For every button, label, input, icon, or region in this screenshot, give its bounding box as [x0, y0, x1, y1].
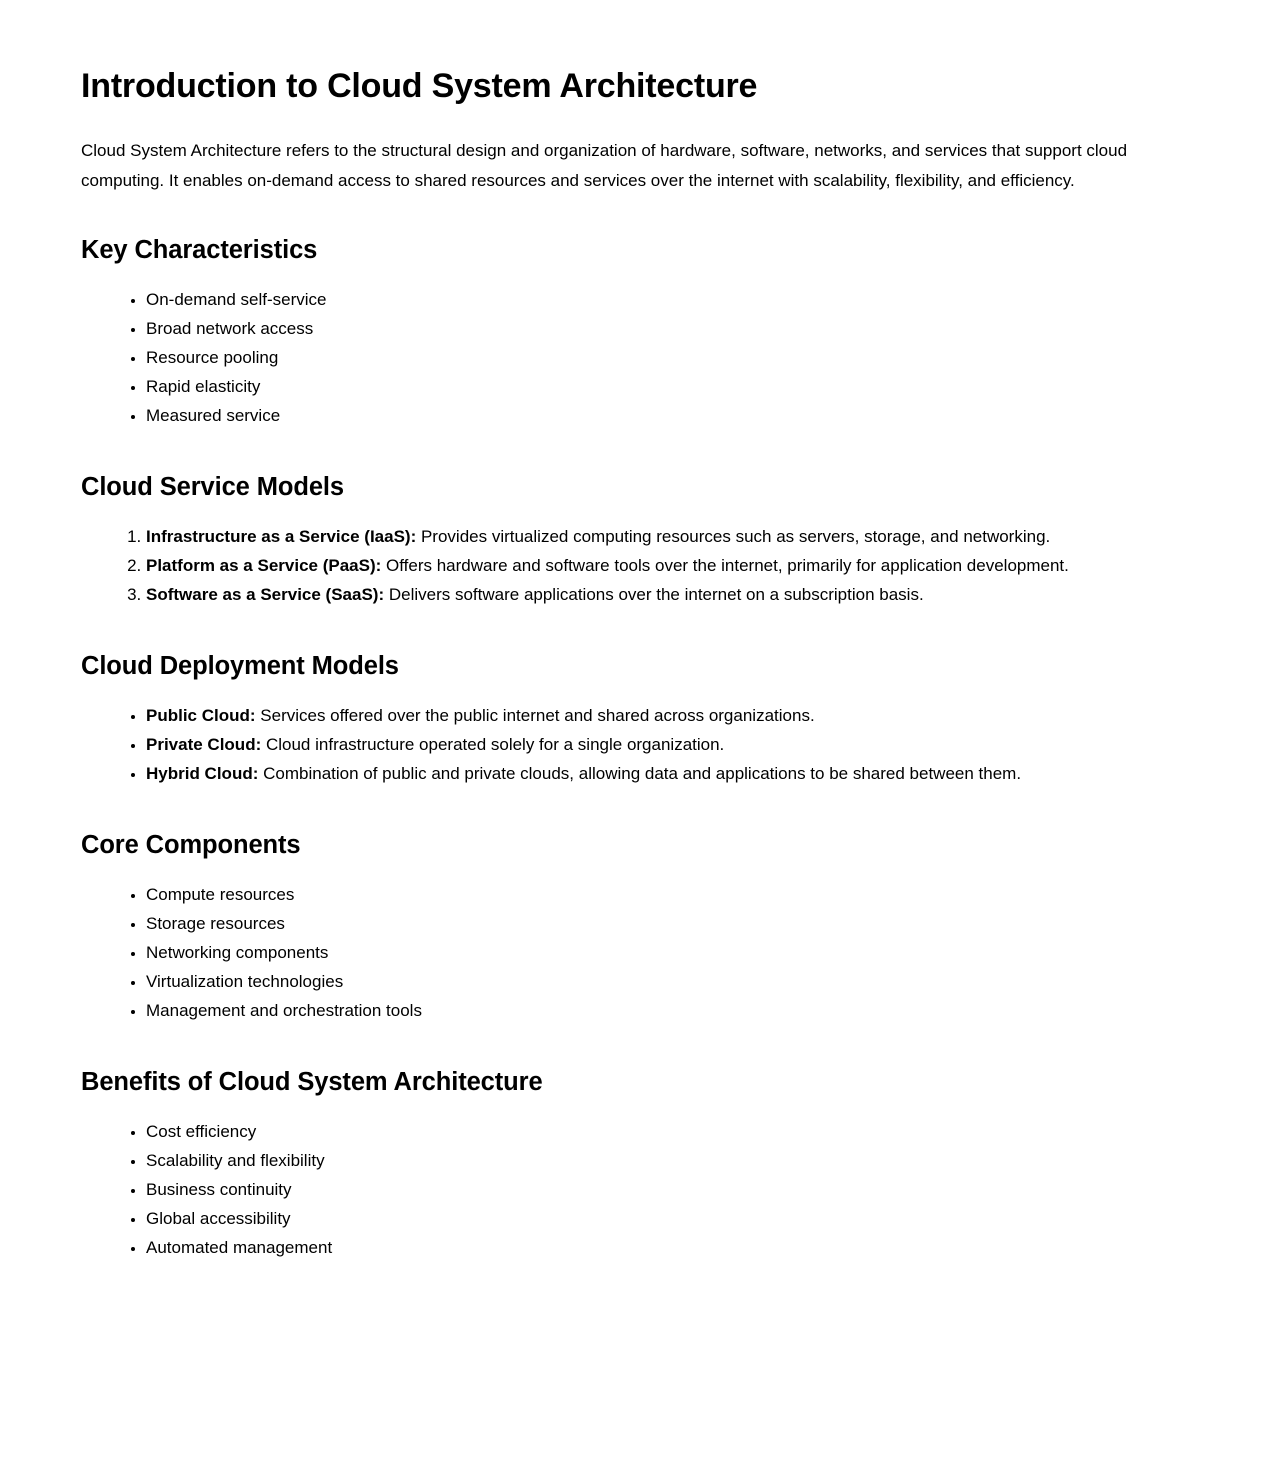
intro-paragraph: Cloud System Architecture refers to the structural design and organization of hardware, software, networks, and services that support cloud computing. It enables on-demand access to shared resources and services over the internet with scalability, flexibility, and efficiency.	[81, 141, 1128, 190]
list-item: • Global accessibility	[146, 1204, 1183, 1233]
cloud-service-models-list	[81, 522, 1183, 609]
list-item-lead: Platform as a Service (PaaS):	[146, 556, 382, 575]
list-item-text: Delivers software applications over the internet on a subscription basis.	[384, 585, 924, 604]
list-item: • Broad network access	[146, 314, 1183, 343]
list-item-lead: Infrastructure as a Service (IaaS):	[146, 527, 417, 546]
cloud-deployment-models-list	[81, 701, 1183, 788]
list-item-lead: Hybrid Cloud:	[146, 764, 259, 783]
list-item: • Scalability and flexibility	[146, 1146, 1183, 1175]
list-item-text: Combination of public and private clouds, allowing data and applications to be shared between them.	[258, 764, 1022, 783]
list-item: • On-demand self-service	[146, 285, 1183, 314]
list-item	[146, 701, 1183, 730]
list-item: • Automated management	[146, 1233, 1183, 1262]
list-item	[146, 522, 1183, 551]
section-heading-cloud-deployment-models: Cloud Deployment Models	[81, 652, 399, 680]
list-item: • Resource pooling	[146, 343, 1183, 372]
list-item: • Measured service	[146, 401, 1183, 430]
list-item-text: Provides virtualized computing resources such as servers, storage, and networking.	[416, 527, 1051, 546]
list-item-lead: Public Cloud:	[146, 706, 256, 725]
list-item: • Compute resources	[146, 880, 1183, 909]
list-item: • Virtualization technologies	[146, 967, 1183, 996]
list-item	[146, 759, 1183, 788]
benefits-list	[81, 1117, 1183, 1262]
key-characteristics-list	[81, 285, 1183, 430]
list-item: • Rapid elasticity	[146, 372, 1183, 401]
section-heading-core-components: Core Components	[81, 831, 301, 859]
list-item-text: Services offered over the public internet and shared across organizations.	[255, 706, 815, 725]
core-components-list	[81, 880, 1183, 1025]
list-item	[146, 551, 1183, 580]
section-heading-cloud-service-models: Cloud Service Models	[81, 473, 344, 501]
list-item: • Cost efficiency	[146, 1117, 1183, 1146]
list-item	[146, 730, 1183, 759]
list-item: • Business continuity	[146, 1175, 1183, 1204]
list-item: • Networking components	[146, 938, 1183, 967]
list-item: • Storage resources	[146, 909, 1183, 938]
list-item	[146, 580, 1183, 609]
list-item-text: Cloud infrastructure operated solely for a single organization.	[261, 735, 725, 754]
list-item-lead: Software as a Service (SaaS):	[146, 585, 385, 604]
list-item-lead: Private Cloud:	[146, 735, 262, 754]
section-heading-key-characteristics: Key Characteristics	[81, 236, 318, 264]
list-item: • Management and orchestration tools	[146, 996, 1183, 1025]
list-item-text: Offers hardware and software tools over the internet, primarily for application development.	[381, 556, 1069, 575]
page-title: Introduction to Cloud System Architecture	[81, 67, 758, 105]
section-heading-benefits: Benefits of Cloud System Architecture	[81, 1068, 543, 1096]
